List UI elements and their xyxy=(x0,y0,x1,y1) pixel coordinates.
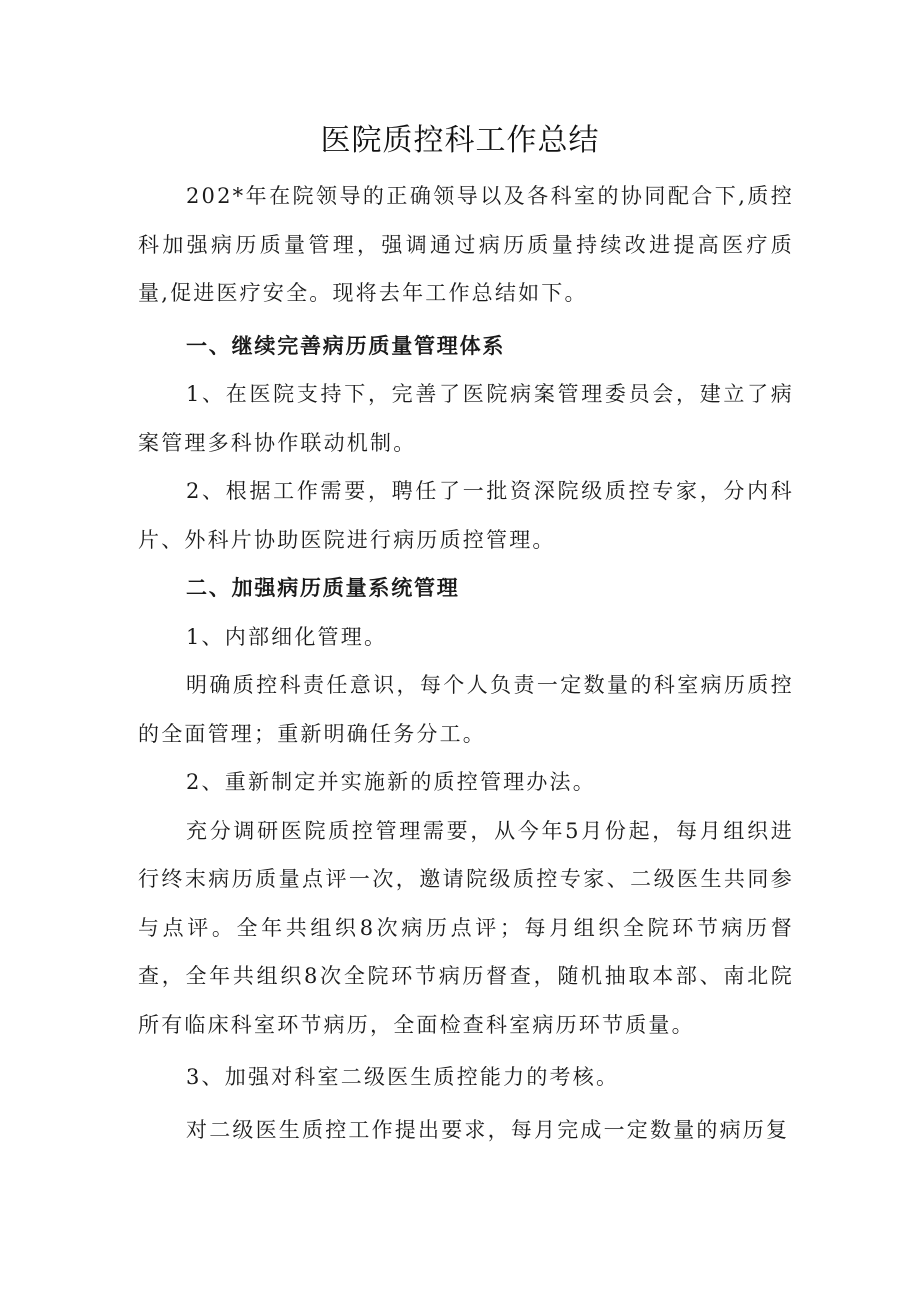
paragraph-1-1: 1、在医院支持下，完善了医院病案管理委员会，建立了病案管理多科协作联动机制。 xyxy=(138,382,794,455)
paragraph-2-1: 明确质控科责任意识，每个人负责一定数量的科室病历质控的全面管理；重新明确任务分工。 xyxy=(138,673,794,746)
document-body xyxy=(138,172,794,1154)
intro-paragraph: 202*年在院领导的正确领导以及各科室的协同配合下,质控科加强病历质量管理，强调通过病历质量持续改进提高医疗质量,促进医疗安全。现将去年工作总结如下。 xyxy=(138,184,794,305)
paragraph-2-3: 对二级医生质控工作提出要求，每月完成一定数量的病历复 xyxy=(186,1117,790,1142)
document-title: 医院质控科工作总结 xyxy=(320,123,600,158)
subheading-2-1: 1、内部细化管理。 xyxy=(186,624,388,649)
section-heading-1: 一、继续完善病历质量管理体系 xyxy=(186,333,506,358)
paragraph-2-2: 充分调研医院质控管理需要，从今年5月份起，每月组织进行终末病历质量点评一次，邀请院级质控专家、二级医生共同参与点评。全年共组织8次病历点评；每月组织全院环节病历督查，全年共组织8次全院环节病历督查，随机抽取本部、南北院所有临床科室环节病历，全面检查科室病历环节质量。 xyxy=(138,818,794,1037)
subheading-2-3: 3、加强对科室二级医生质控能力的考核。 xyxy=(186,1065,620,1089)
paragraph-1-2: 2、根据工作需要，聘任了一批资深院级质控专家，分内科片、外科片协助医院进行病历质控管理。 xyxy=(138,479,794,552)
subheading-2-2: 2、重新制定并实施新的质控管理办法。 xyxy=(186,770,596,794)
section-heading-2: 二、加强病历质量系统管理 xyxy=(186,576,460,600)
